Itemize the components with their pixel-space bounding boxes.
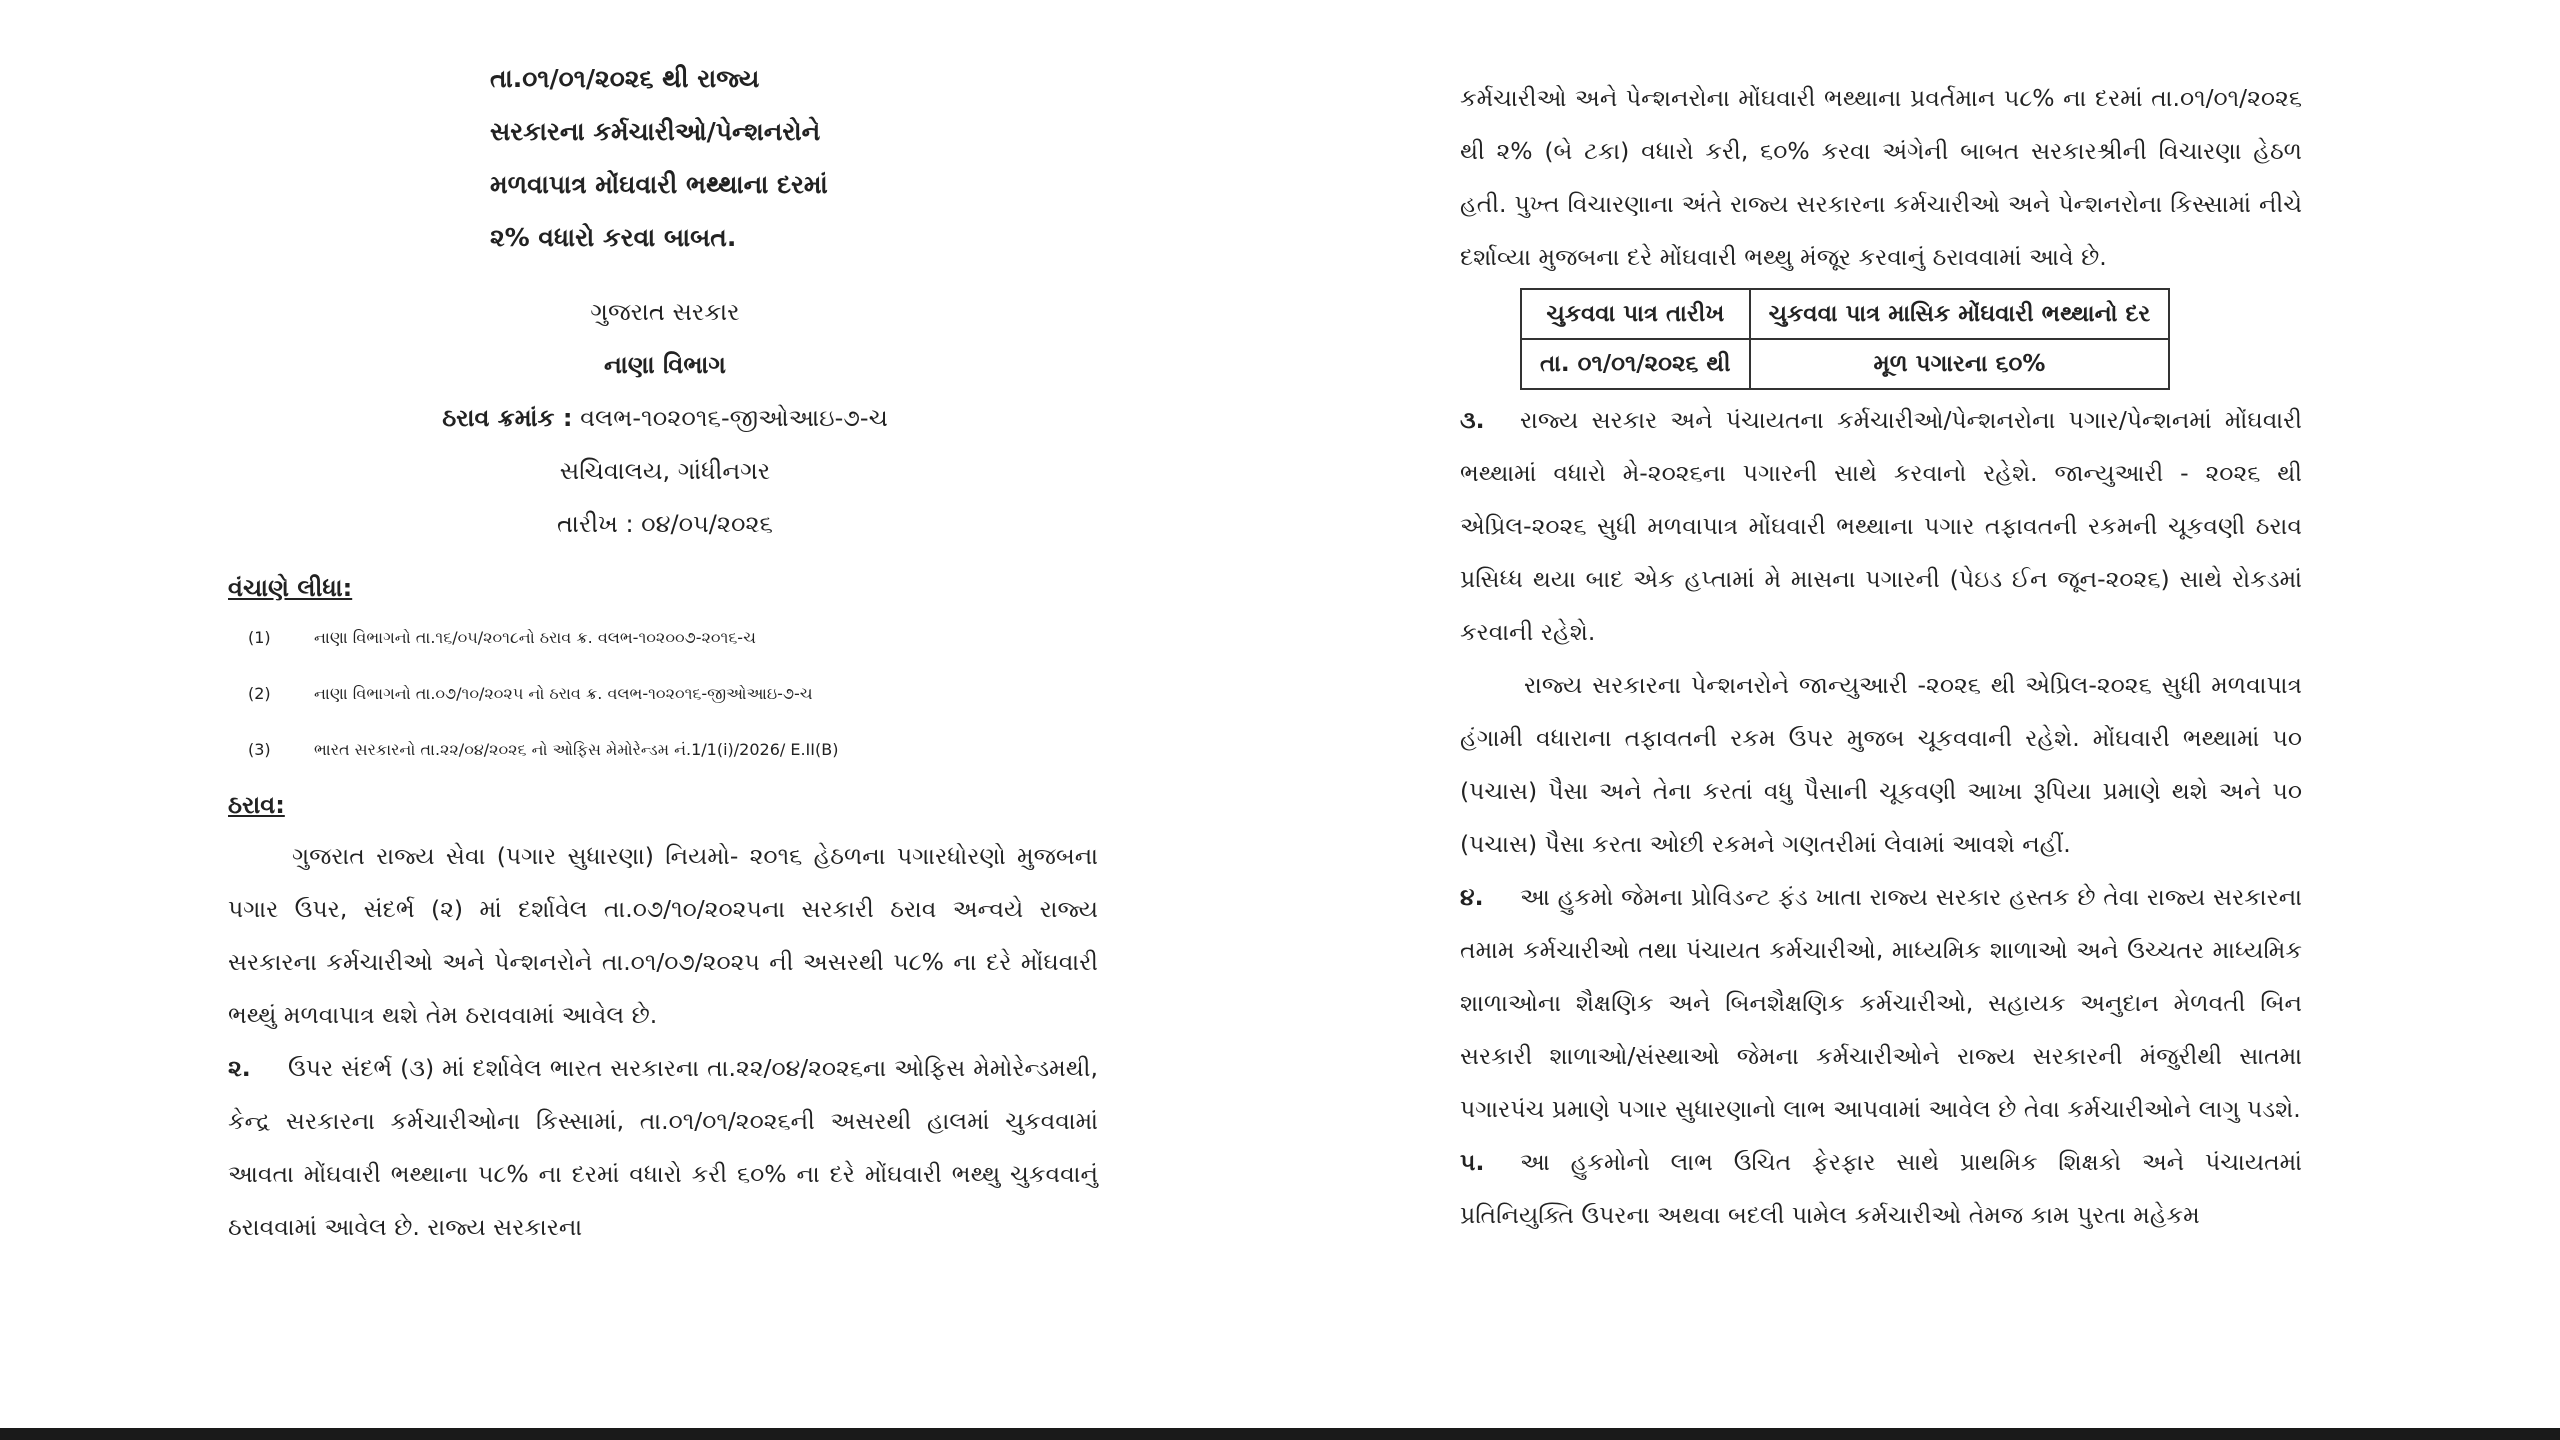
paragraph-5	[1460, 1136, 2302, 1242]
table-cell: તા. ૦૧/૦૧/૨૦૨૬ થી	[1521, 339, 1750, 389]
paragraph-text: ઉપર સંદર્ભ (૩) માં દર્શાવેલ ભારત સરકારના તા.૨૨/૦૪/૨૦૨૬ના ઓફિસ મેમોરેન્ડમથી, કેન્દ્ર સરકારના કર્મચારીઓના કિસ્સામાં, તા.૦૧/૦૧/૨૦૨૬ની અસરથી હાલમાં ચુકવવામાં આવતા મોંઘવારી ભથ્થાના ૫૮% ના દરમાં વધારો કરી ૬૦% ના દરે મોંઘવારી ભથ્થુ ચુકવવાનું ઠરાવવામાં આવેલ છે. રાજ્ય સરકારના	[228, 1054, 1098, 1241]
reference-item	[248, 666, 1098, 722]
bottom-border	[0, 1428, 2560, 1440]
table-header-cell: ચુકવવા પાત્ર તારીખ	[1521, 289, 1750, 339]
paragraph-1: ગુજરાત રાજ્ય સેવા (પગાર સુધારણા) નિયમો- ૨૦૧૬ હેઠળના પગારધોરણો મુજબના પગાર ઉપર, સંદર્ભ (૨) માં દર્શાવેલ તા.૦૭/૧૦/૨૦૨૫ના સરકારી ઠરાવ અન્વયે રાજ્ય સરકારના કર્મચારીઓ અને પેન્શનરોને તા.૦૧/૦૭/૨૦૨૫ ની અસરથી ૫૮% ના દરે મોંઘવારી ભથ્થું મળવાપાત્ર થશે તેમ ઠરાવવામાં આવેલ છે.	[228, 842, 1098, 1029]
reference-number: (1)	[248, 628, 271, 647]
resolution-heading: ઠરાવ:	[228, 791, 285, 819]
subject-line: સરકારના કર્મચારીઓ/પેન્શનરોને	[490, 117, 821, 146]
place: સચિવાલય, ગાંધીનગર	[559, 457, 771, 485]
reference-text: નાણા વિભાગનો તા.૧૬/૦૫/૨૦૧૮નો ઠરાવ ક્ર. વલભ-૧૦૨૦૦૭-૨૦૧૬-ચ	[314, 628, 756, 647]
reference-item	[248, 722, 1098, 778]
table-cell: મૂળ પગારના ૬૦%	[1750, 339, 2170, 389]
subject-block	[490, 52, 950, 264]
resolution-label: ઠરાવ ક્રમાંક :	[442, 404, 573, 432]
resolution-value: વલભ-૧૦૨૦૧૬-જીઓઆઇ-૭-ચ	[580, 404, 888, 432]
government-header	[230, 286, 1100, 551]
right-column	[1460, 72, 2302, 1242]
left-column	[228, 566, 1098, 1254]
paragraph-text: આ હુકમોનો લાભ ઉચિત ફેરફાર સાથે પ્રાથમિક શિક્ષકો અને પંચાયતમાં પ્રતિનિયુક્તિ ઉપરના અથવા બદલી પામેલ કર્મચારીઓ તેમજ કામ પુરતા મહેકમ	[1460, 1148, 2302, 1229]
reference-number: (2)	[248, 684, 271, 703]
paragraph-2	[228, 1042, 1098, 1254]
reference-number: (3)	[248, 740, 271, 759]
da-rate-table	[1520, 288, 2170, 390]
government-name: ગુજરાત સરકાર	[590, 298, 740, 326]
table-header-cell: ચુકવવા પાત્ર માસિક મોંઘવારી ભથ્થાનો દર	[1750, 289, 2170, 339]
table-row	[1521, 339, 2169, 389]
paragraph-text: આ હુકમો જેમના પ્રોવિડન્ટ ફંડ ખાતા રાજ્ય સરકાર હસ્તક છે તેવા રાજ્ય સરકારના તમામ કર્મચારીઓ તથા પંચાયત કર્મચારીઓ, માધ્યમિક શાળાઓ અને ઉચ્ચતર માધ્યમિક શાળાઓના શૈક્ષણિક અને બિનશૈક્ષણિક કર્મચારીઓ, સહાયક અનુદાન મેળવતી બિન સરકારી શાળાઓ/સંસ્થાઓ જેમના કર્મચારીઓને રાજ્ય સરકારની મંજુરીથી સાતમા પગારપંચ પ્રમાણે પગાર સુધારણાનો લાભ આપવામાં આવેલ છે તેવા કર્મચારીઓને લાગુ પડશે.	[1460, 883, 2302, 1123]
paragraph-number: ૫.	[1460, 1148, 1485, 1176]
subject-line: ૨% વધારો કરવા બાબત.	[490, 223, 737, 252]
resolution-number	[230, 392, 1100, 445]
read-heading: વંચાણે લીધા:	[228, 574, 353, 602]
paragraph-4	[1460, 871, 2302, 1136]
department-name: નાણા વિભાગ	[604, 351, 726, 379]
paragraph-text: રાજ્ય સરકાર અને પંચાયતના કર્મચારીઓ/પેન્શનરોના પગાર/પેન્શનમાં મોંઘવારી ભથ્થામાં વધારો મે-૨૦૨૬ના પગારની સાથે કરવાનો રહેશે. જાન્યુઆરી - ૨૦૨૬ થી એપ્રિલ-૨૦૨૬ સુધી મળવાપાત્ર મોંઘવારી ભથ્થાના પગાર તફાવતની રકમની ચૂકવણી ઠરાવ પ્રસિધ્ધ થયા બાદ એક હપ્તામાં મે માસના પગારની (પેઇડ ઈન જૂન-૨૦૨૬) સાથે રોકડમાં કરવાની રહેશે.	[1460, 406, 2302, 646]
reference-text: નાણા વિભાગનો તા.૦૭/૧૦/૨૦૨૫ નો ઠરાવ ક્ર. વલભ-૧૦૨૦૧૬-જીઓઆઇ-૭-ચ	[314, 684, 813, 703]
paragraph-number: ૪.	[1460, 883, 1484, 911]
paragraph-3	[1460, 394, 2302, 659]
reference-text: ભારત સરકારનો તા.૨૨/૦૪/૨૦૨૬ નો ઓફિસ મેમોરેન્ડમ નં.1/1(i)/2026/ E.II(B)	[314, 740, 839, 759]
paragraph-2-continued: કર્મચારીઓ અને પેન્શનરોના મોંઘવારી ભથ્થાના પ્રવર્તમાન ૫૮% ના દરમાં તા.૦૧/૦૧/૨૦૨૬ થી ૨% (બે ટકા) વધારો કરી, ૬૦% કરવા અંગેની બાબત સરકારશ્રીની વિચારણા હેઠળ હતી. પુખ્ત વિચારણાના અંતે રાજ્ય સરકારના કર્મચારીઓ અને પેન્શનરોના કિસ્સામાં નીચે દર્શાવ્યા મુજબના દરે મોંઘવારી ભથ્થુ મંજૂર કરવાનું ઠરાવવામાં આવે છે.	[1460, 84, 2302, 271]
subject-line: મળવાપાત્ર મોંઘવારી ભથ્થાના દરમાં	[490, 170, 828, 199]
reference-item	[248, 610, 1098, 666]
paragraph-number: ૩.	[1460, 406, 1485, 434]
date: તારીખ : ૦૪/૦૫/૨૦૨૬	[557, 510, 773, 538]
paragraph-number: ૨.	[228, 1054, 251, 1082]
subject-line: તા.૦૧/૦૧/૨૦૨૬ થી રાજ્ય	[490, 64, 760, 93]
reference-list	[228, 610, 1098, 778]
table-header-row	[1521, 289, 2169, 339]
paragraph-3b: રાજ્ય સરકારના પેન્શનરોને જાન્યુઆરી -૨૦૨૬ થી એપ્રિલ-૨૦૨૬ સુધી મળવાપાત્ર હંગામી વધારાના તફાવતની રકમ ઉપર મુજબ ચૂકવવાની રહેશે. મોંઘવારી ભથ્થામાં ૫૦ (પચાસ) પૈસા અને તેના કરતાં વધુ પૈસાની ચૂકવણી આખા રૂપિયા પ્રમાણે થશે અને ૫૦ (પચાસ) પૈસા કરતા ઓછી રકમને ગણતરીમાં લેવામાં આવશે નહીં.	[1460, 671, 2302, 858]
